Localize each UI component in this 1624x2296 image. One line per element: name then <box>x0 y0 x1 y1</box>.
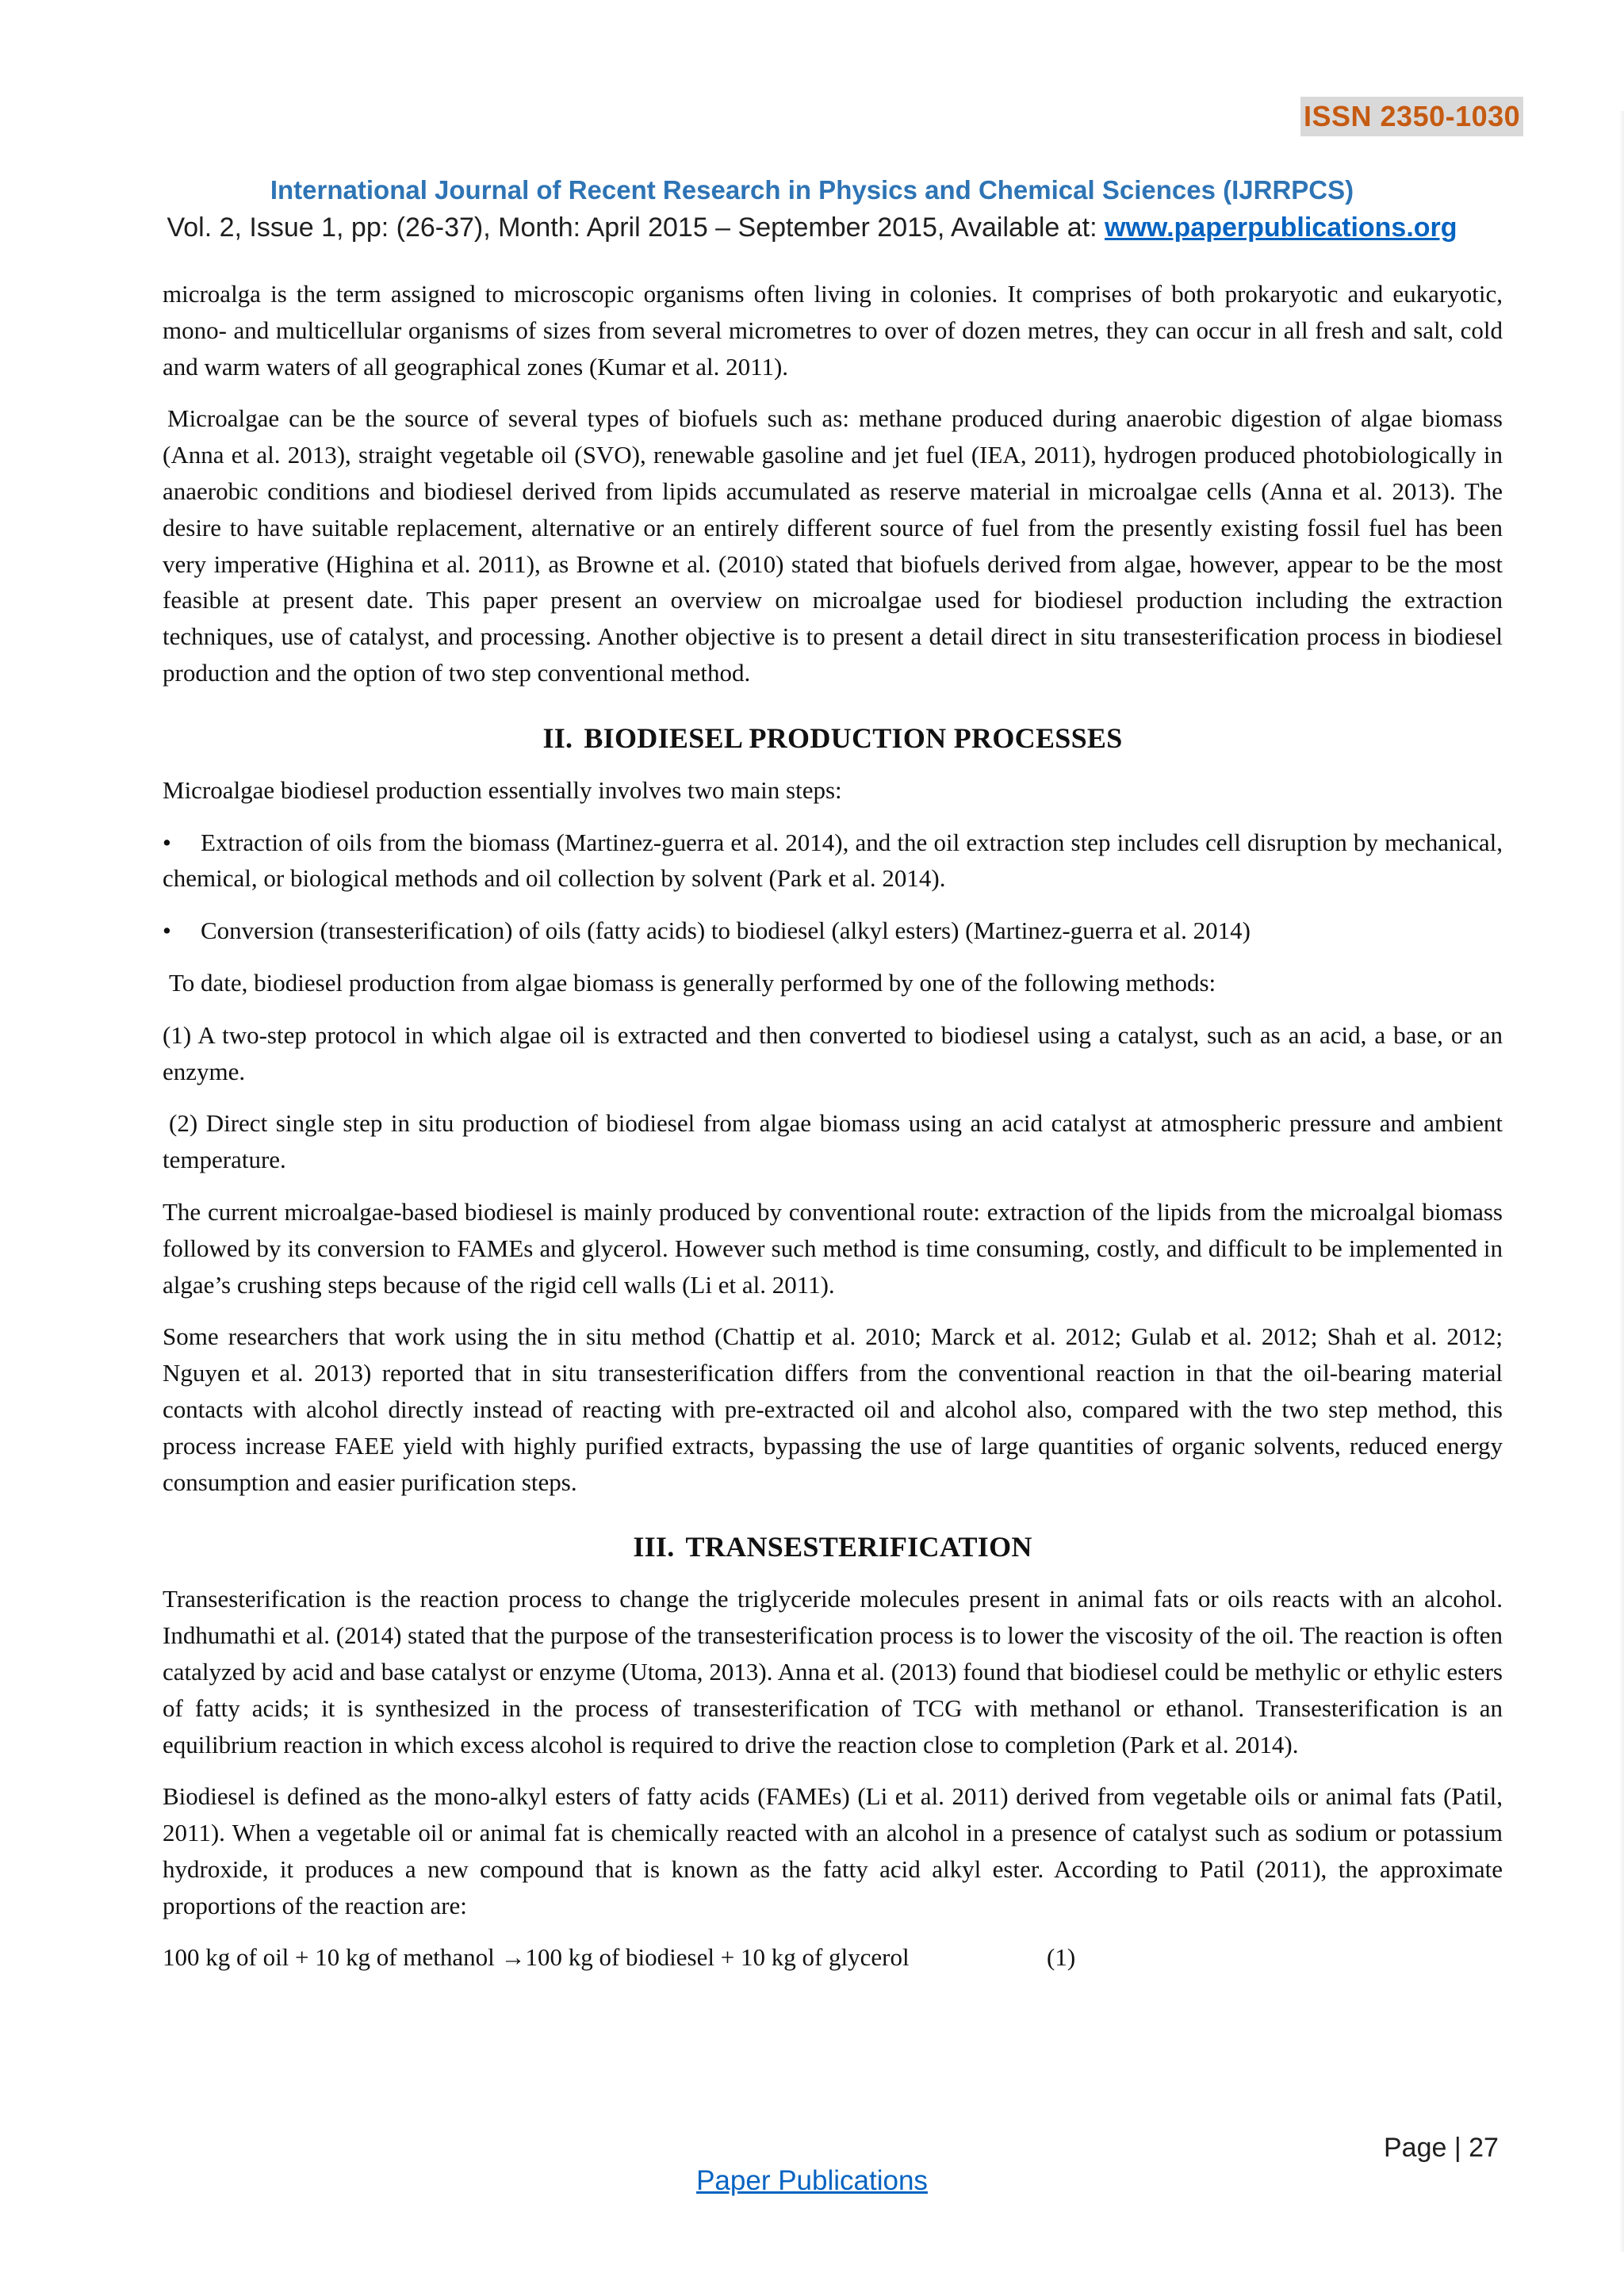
volume-text: Vol. 2, Issue 1, pp: (26-37), Month: April 2015 – September 2015, Available at: <box>167 212 1105 243</box>
section-heading <box>163 720 1503 756</box>
paragraph: (2) Direct single step in situ production of biodiesel from algae biomass using an acid catalyst at atmospheric pressure and ambient temperature. <box>163 1109 1503 1174</box>
paragraph: Microalgae can be the source of several types of biofuels such as: methane produced during anaerobic digestion of algae biomass (Anna et al. 2013), straight vegetable oil (SVO), renewable gasoline and jet fuel (IEA, 2011), hydrogen produced photobiologically in anaerobic conditions and biodiesel derived from lipids accumulated as reserve material in microalgae cells (Anna et al. 2013). The desire to have suitable replacement, alternative or an entirely different source of fuel from the presently existing fossil fuel has been very imperative (Highina et al. 2011), as Browne et al. (2010) stated that biofuels derived from algae, however, appear to be the most feasible at present date. This paper present an overview on microalgae used for biodiesel production including the extraction techniques, use of catalyst, and processing. Another objective is to present a detail direct in situ transesterification process in biodiesel production and the option of two step conventional method. <box>163 404 1503 687</box>
section-number: II. <box>542 721 573 754</box>
paragraph: The current microalgae-based biodiesel is mainly produced by conventional route: extraction of the lipids from the microalgal biomass followed by its conversion to FAMEs and glycerol. However such method is time consuming, costly, and difficult to be implemented in algae’s crushing steps because of the rigid cell walls (Li et al. 2011). <box>163 1197 1503 1299</box>
issn-label: ISSN 2350-1030 <box>1300 97 1523 136</box>
paragraph: To date, biodiesel production from algae biomass is generally performed by one of the following methods: <box>169 968 1216 997</box>
bullet-icon: • <box>163 828 171 856</box>
journal-volume-info <box>0 209 1624 246</box>
bullet-icon: • <box>163 916 171 945</box>
equation-text: 100 kg of oil + 10 kg of methanol →100 kg of biodiesel + 10 kg of glycerol <box>163 1943 910 1972</box>
paragraph: Some researchers that work using the in situ method (Chattip et al. 2010; Marck et al. 2012; Gulab et al. 2012; Shah et al. 2012; Nguyen et al. 2013) reported that in situ transesterification differs from the conventional reaction in that the oil-bearing material contacts with alcohol directly instead of reacting with pre-extracted oil and alcohol also, compared with the two step method, this process increase FAEE yield with highly purified extracts, bypassing the use of large quantities of organic solvents, reduced energy consumption and easier purification steps. <box>163 1322 1503 1496</box>
equation-number: (1) <box>1047 1943 1076 1972</box>
list-item <box>163 825 1503 897</box>
section-heading <box>163 1529 1503 1565</box>
paragraph: (1) A two-step protocol in which algae oil is extracted and then converted to biodiesel using a catalyst, such as an acid, a base, or an enzyme. <box>163 1020 1503 1085</box>
list-item <box>163 913 1503 949</box>
paragraph: Biodiesel is defined as the mono-alkyl esters of fatty acids (FAMEs) (Li et al. 2011) derived from vegetable oils or animal fats (Patil, 2011). When a vegetable oil or animal fat is chemically reacted with an alcohol in a presence of catalyst such as sodium or potassium hydroxide, it produces a new compound that is known as the fatty acid alkyl ester. According to Patil (2011), the approximate proportions of the reaction are: <box>163 1782 1503 1919</box>
page-number: Page | 27 <box>1384 2133 1499 2163</box>
section-number: III. <box>633 1531 675 1563</box>
section-title: TRANSESTERIFICATION <box>685 1531 1032 1563</box>
list-item-text: Conversion (transesterification) of oils (fatty acids) to biodiesel (alkyl esters) (Martinez-guerra et al. 2014) <box>201 916 1251 945</box>
journal-title: International Journal of Recent Research in Physics and Chemical Sciences (IJRRPCS) <box>270 175 1354 205</box>
paragraph: microalga is the term assigned to microscopic organisms often living in colonies. It comprises of both prokaryotic and eukaryotic, mono- and multicellular organisms of sizes from several micrometres to over of dozen metres, they can occur in all fresh and salt, cold and warm waters of all geographical zones (Kumar et al. 2011). <box>163 280 1503 381</box>
article-body <box>163 276 1503 1976</box>
paragraph: Microalgae biodiesel production essentially involves two main steps: <box>163 775 842 804</box>
list-item-text: Extraction of oils from the biomass (Martinez-guerra et al. 2014), and the oil extraction step includes cell disruption by mechanical, chemical, or biological methods and oil collection by solvent (Park et al. 2014). <box>163 828 1503 893</box>
section-title: BIODIESEL PRODUCTION PROCESSES <box>584 721 1123 754</box>
publisher-link[interactable]: Paper Publications <box>696 2165 928 2196</box>
equation <box>163 1939 1503 1976</box>
journal-website-link[interactable]: www.paperpublications.org <box>1105 212 1457 243</box>
paragraph: Transesterification is the reaction process to change the triglyceride molecules present in animal fats or oils reacts with an alcohol. Indhumathi et al. (2014) stated that the purpose of the transesterification process is to lower the viscosity of the oil. The reaction is often catalyzed by acid and base catalyst or enzyme (Utoma, 2013). Anna et al. (2013) found that biodiesel could be methylic or ethylic esters of fatty acids; it is synthesized in the process of transesterification of TCG with methanol or ethanol. Transesterification is an equilibrium reaction in which excess alcohol is required to drive the reaction close to completion (Park et al. 2014). <box>163 1585 1503 1758</box>
page-edge <box>1619 111 1624 2252</box>
